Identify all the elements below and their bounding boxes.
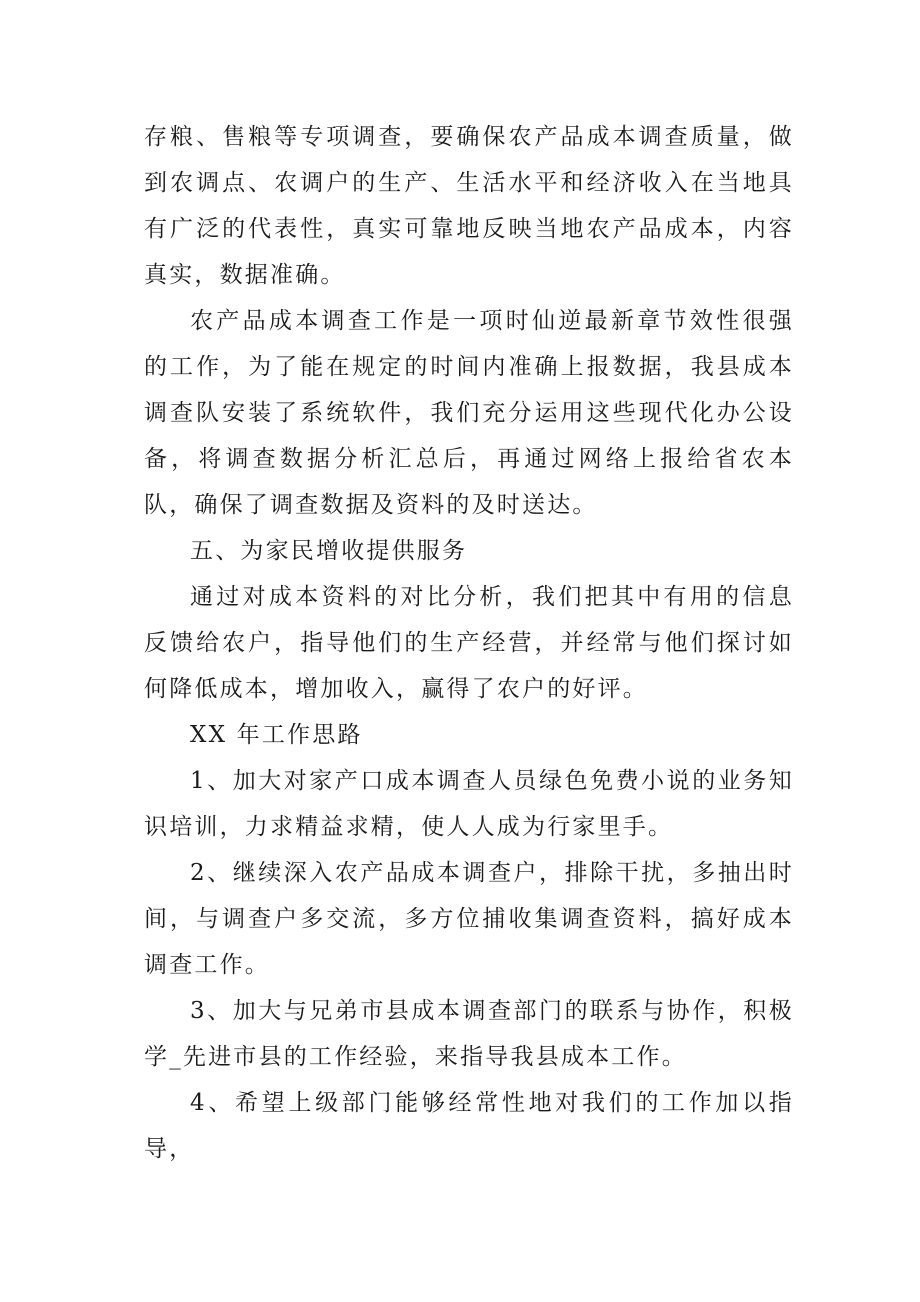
plan-item-4: 4、希望上级部门能够经常性地对我们的工作加以指导， (144, 1090, 794, 1162)
section-heading-five: 五、为家民增收提供服务 (190, 538, 468, 564)
plan-item-1: 1、加大对家产口成本调查人员绿色免费小说的业务知识培训，力求精益求精，使人人成为行家里手。 (144, 768, 794, 840)
plan-item-3: 3、加大与兄弟市县成本调查部门的联系与协作，积极学_先进市县的工作经验，来指导我县成本工作。 (144, 998, 794, 1070)
paragraph-timeliness: 农产品成本调查工作是一项时仙逆最新章节效性很强的工作，为了能在规定的时间内准确上报数据，我县成本调查队安装了系统软件，我们充分运用这些现代化办公设备，将调查数据分析汇总后，再通过网络上报给省农本队，确保了调查数据及资料的及时送达。 (144, 308, 794, 518)
document-body (144, 114, 794, 1172)
paragraph-service: 通过对成本资料的对比分析，我们把其中有用的信息反馈给农户，指导他们的生产经营，并经常与他们探讨如何降低成本，增加收入，赢得了农户的好评。 (144, 584, 794, 702)
section-heading-work-plan: XX 年工作思路 (190, 722, 363, 748)
paragraph-continuation: 存粮、售粮等专项调查，要确保农产品成本调查质量，做到农调点、农调户的生产、生活水平和经济收入在当地具有广泛的代表性，真实可靠地反映当地农产品成本，内容真实，数据准确。 (144, 124, 794, 288)
plan-item-2: 2、继续深入农产品成本调查户，排除干扰，多抽出时间，与调查户多交流，多方位捕收集调查资料，搞好成本调查工作。 (144, 860, 794, 978)
